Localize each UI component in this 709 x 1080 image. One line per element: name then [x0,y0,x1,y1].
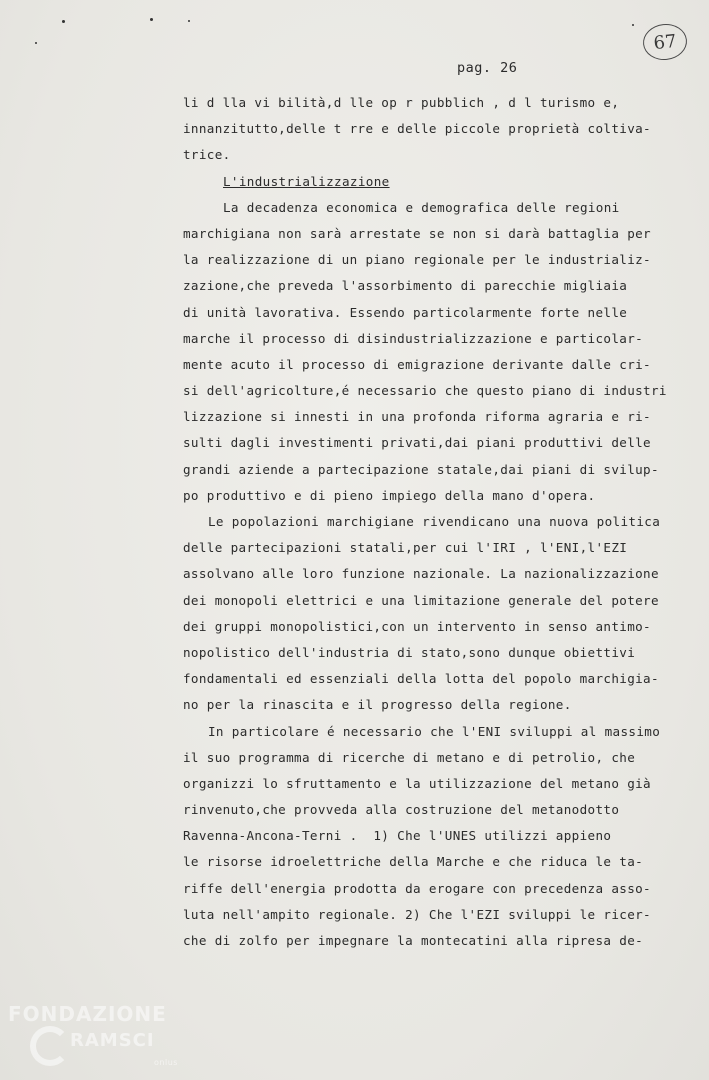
text-line: marche il processo di disindustrializzazione e particolar- [183,330,644,346]
ink-speck [188,20,190,22]
watermark-line2: RAMSCI [70,1030,155,1051]
fondazione-gramsci-watermark [8,1000,178,1070]
text-line: dei monopoli elettrici e una limitazione generale del potere [183,592,659,608]
stamp-number: 67 [652,30,678,54]
text-line: Ravenna-Ancona-Terni . 1) Che l'UNES utilizzi appieno [183,828,612,844]
text-line: grandi aziende a partecipazione statale,dai piani di svilup- [183,461,659,477]
text-line: marchigiana non sarà arrestate se non si darà battaglia per [183,225,651,241]
watermark-g-logo-icon [30,1026,70,1066]
ink-speck [35,42,37,44]
text-line: zazione,che preveda l'assorbimento di parecchie migliaia [183,278,628,294]
archive-page-stamp [641,22,689,62]
text-line: la realizzazione di un piano regionale per le industrializ- [183,252,651,268]
text-line: mente acuto il processo di emigrazione derivante dalle cri- [183,356,651,372]
typewritten-body [183,90,688,954]
text-line: riffe dell'energia prodotta da erogare con precedenza asso- [183,880,651,896]
text-line: le risorse idroelettriche della Marche e che riduca le ta- [183,854,644,870]
ink-speck [150,18,153,21]
text-line: il suo programma di ricerche di metano e di petrolio, che [183,749,636,765]
text-line: assolvano alle loro funzione nazionale. La nazionalizzazione [183,566,659,582]
text-line: si dell'agricolture,é necessario che questo piano di industri [183,383,667,399]
text-line: La decadenza economica e demografica delle regioni [223,199,620,215]
text-line: organizzi lo sfruttamento e la utilizzazione del metano già [183,775,651,791]
watermark-line3: onlus [154,1058,178,1067]
text-line: In particolare é necessario che l'ENI sviluppi al massimo [208,723,661,739]
text-line: po produttivo e di pieno impiego della mano d'opera. [183,487,596,503]
section-heading: L'industrializzazione [223,173,390,189]
text-line: no per la rinascita e il progresso della regione. [183,697,572,713]
text-line: lizzazione si innesti in una profonda riforma agraria e ri- [183,409,651,425]
text-line: dei gruppi monopolistici,con un intervento in senso antimo- [183,618,651,634]
text-line: luta nell'ampito regionale. 2) Che l'EZI sviluppi le ricer- [183,906,651,922]
text-line: delle partecipazioni statali,per cui l'IRI , l'ENI,l'EZI [183,540,628,556]
text-line: che di zolfo per impegnare la montecatini alla ripresa de- [183,933,644,948]
text-line: li d lla vi bilità,d lle op r pubblich , d l turismo e, [183,95,620,110]
text-line: rinvenuto,che provveda alla costruzione del metanodotto [183,802,620,818]
text-line: fondamentali ed essenziali della lotta del popolo marchigia- [183,671,659,687]
ink-speck [632,24,634,26]
text-line: sulti dagli investimenti privati,dai piani produttivi delle [183,435,651,451]
page-number: pag. 26 [457,60,518,76]
text-line: trice. [183,147,231,163]
text-line: di unità lavorativa. Essendo particolarmente forte nelle [183,304,628,320]
text-line: nopolistico dell'industria di stato,sono dunque obiettivi [183,644,636,660]
text-line: innanzitutto,delle t rre e delle piccole proprietà coltiva- [183,121,651,137]
text-line: Le popolazioni marchigiane rivendicano una nuova politica [208,514,661,529]
ink-speck [62,20,65,23]
watermark-line1: FONDAZIONE [8,1002,167,1026]
